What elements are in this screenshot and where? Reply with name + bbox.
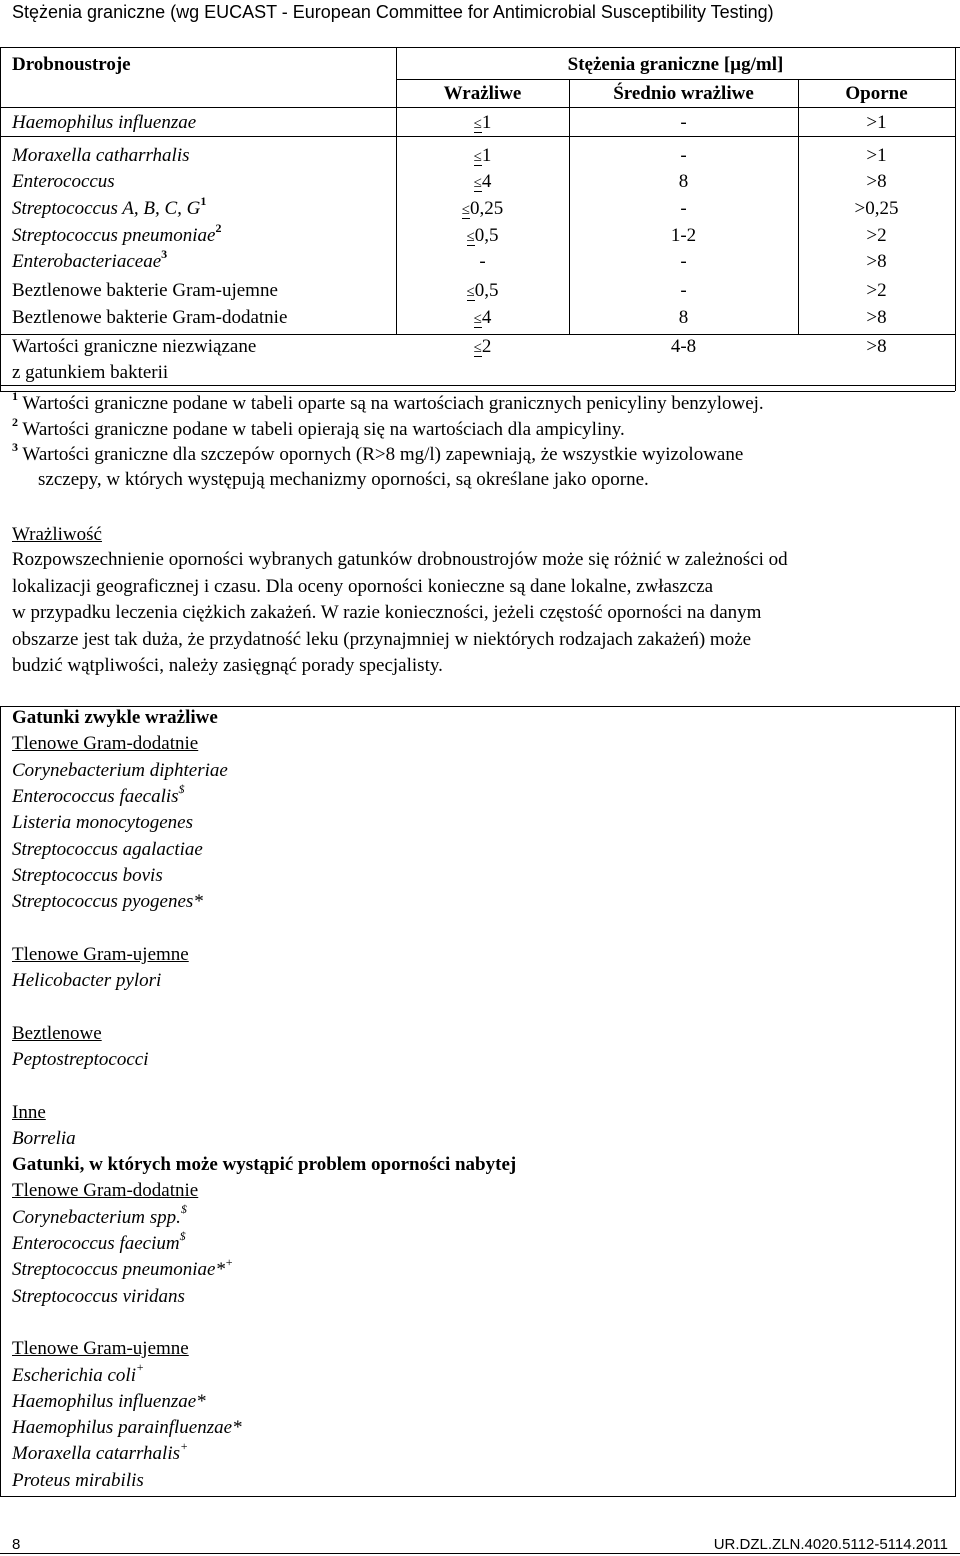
- page-title: Stężenia graniczne (wg EUCAST - European Committee for Antimicrobial Susceptibility Testing): [12, 2, 774, 22]
- paragraph-line: lokalizacji geograficznej i czasu. Dla oceny oporności konieczne są dane lokalne, zwłaszcza: [12, 575, 714, 597]
- cell-susceptible: ≤4: [473, 307, 492, 328]
- species-name: Streptococcus viridans: [12, 1285, 185, 1307]
- species-mark: +: [180, 1439, 189, 1454]
- cell-resistant: >1: [866, 145, 887, 166]
- species-name: Helicobacter pylori: [12, 970, 162, 991]
- cell-intermediate: -: [680, 145, 687, 166]
- footnote-ref: 2: [215, 220, 222, 235]
- le-symbol: ≤: [473, 149, 482, 165]
- species-name: Corynebacterium diphteriae: [12, 759, 228, 781]
- row-organism: Wartości graniczne niezwiązane: [12, 336, 257, 357]
- cell-resistant: >2: [866, 280, 887, 301]
- category-heading: Tlenowe Gram-ujemne: [12, 1338, 189, 1360]
- cell-intermediate: -: [680, 198, 687, 219]
- cell-susceptible: ≤0,25: [461, 198, 504, 219]
- footnote: $^3$ Wartości graniczne dla szczepów opornych (R>8 mg/l) zapewniają, że wszystkie wyizolowane: [12, 439, 744, 465]
- cell-resistant: >8: [866, 336, 887, 357]
- row-organism: Enterococcus: [12, 171, 115, 192]
- cell-susceptible: ≤1: [473, 145, 492, 166]
- footnote-continuation: szczepy, w których występują mechanizmy oporności, są określane jako oporne.: [38, 469, 649, 490]
- species-name: Streptococcus agalactiae: [12, 838, 203, 860]
- paragraph-line: obszarze jest tak duża, że przydatność leku (przynajmniej w niektórych rodzajach zakażeń) może: [12, 628, 752, 650]
- cell-susceptible: ≤0,5: [466, 280, 499, 301]
- col-header-organism: Drobnoustroje: [12, 54, 131, 75]
- cell-intermediate: 8: [678, 307, 689, 328]
- species-name: Streptococcus bovis: [12, 864, 163, 886]
- species-name: Streptococcus pneumoniae*+: [12, 1254, 234, 1281]
- cell-resistant: >0,25: [854, 198, 899, 219]
- category-heading: Inne: [12, 1101, 46, 1123]
- le-symbol: ≤: [473, 116, 482, 132]
- cell-susceptible: ≤4: [473, 171, 492, 192]
- cell-intermediate: 1-2: [670, 225, 697, 246]
- category-heading: Beztlenowe: [12, 1022, 102, 1044]
- footnote: $^2$ Wartości graniczne podane w tabeli opierają się na wartościach dla ampicyliny.: [12, 414, 625, 440]
- row-organism: Haemophilus influenzae: [12, 112, 197, 133]
- cell-susceptible: ≤1: [473, 112, 492, 133]
- row-organism: Streptococcus A, B, C, $G^1$: [12, 193, 207, 219]
- col-header-breakpoints: Stężenia graniczne [µg/ml]: [567, 54, 784, 75]
- footnote: $^1$ Wartości graniczne podane w tabeli oparte są na wartościach granicznych penicyliny benzylowej.: [12, 388, 764, 414]
- species-name: Haemophilus influenzae*: [12, 1390, 206, 1412]
- group-heading: Gatunki, w których może wystąpić problem oporności nabytej: [12, 1154, 517, 1176]
- cell-resistant: >8: [866, 307, 887, 328]
- cell-susceptible: ≤2: [473, 336, 492, 357]
- col-header-resistant: Oporne: [845, 83, 908, 104]
- paragraph-line: budzić wątpliwości, należy zasięgnąć porady specjalisty.: [12, 655, 443, 676]
- cell-intermediate: -: [680, 112, 687, 133]
- species-name: Listeria monocytogenes: [12, 812, 194, 834]
- cell-susceptible: ≤0,5: [466, 225, 499, 246]
- cell-resistant: >8: [866, 251, 887, 272]
- row-organism: Enterobacteriaceae$^3$: [12, 246, 168, 272]
- cell-intermediate: 8: [678, 171, 689, 192]
- cell-intermediate: -: [680, 280, 687, 301]
- footnote-ref: 3: [161, 246, 168, 261]
- cell-susceptible: -: [479, 251, 486, 272]
- species-name: Escherichia coli+: [12, 1360, 145, 1386]
- document-reference: UR.DZL.ZLN.4020.5112-5114.2011: [713, 1536, 948, 1553]
- cell-resistant: >2: [866, 225, 887, 246]
- row-organism: Beztlenowe bakterie Gram-ujemne: [12, 280, 278, 301]
- category-heading: Tlenowe Gram-ujemne: [12, 943, 189, 965]
- footnote-ref: 1: [200, 193, 207, 208]
- footnote-mark: 3: [12, 439, 18, 454]
- le-symbol: ≤: [466, 229, 475, 245]
- species-name: Enterococcus faecium$: [12, 1228, 186, 1254]
- page-number: 8: [12, 1536, 21, 1553]
- col-header-intermediate: Średnio wrażliwe: [613, 83, 754, 104]
- species-name: Corynebacterium spp.$: [12, 1202, 187, 1228]
- group-heading: Gatunki zwykle wrażliwe: [12, 707, 218, 728]
- species-mark: +: [136, 1360, 145, 1375]
- le-symbol: ≤: [473, 175, 482, 191]
- category-heading: Tlenowe Gram-dodatnie: [12, 733, 199, 755]
- footnote-mark: 1: [12, 388, 18, 403]
- category-heading: Tlenowe Gram-dodatnie: [12, 1180, 199, 1202]
- species-name: Streptococcus pyogenes*: [12, 891, 203, 913]
- le-symbol: ≤: [461, 202, 470, 218]
- species-name: Borrelia: [12, 1127, 76, 1149]
- cell-resistant: >1: [866, 112, 887, 133]
- species-mark: +: [225, 1254, 234, 1269]
- paragraph-line: w przypadku leczenia ciężkich zakażeń. W razie konieczności, jeżeli częstość oporności na danym: [12, 602, 762, 623]
- col-header-susceptible: Wrażliwe: [443, 83, 522, 104]
- species-name: Haemophilus parainfluenzae*: [12, 1417, 242, 1439]
- le-symbol: ≤: [473, 311, 482, 327]
- paragraph-line: Rozpowszechnienie oporności wybranych gatunków drobnoustrojów może się różnić w zależności od: [12, 549, 788, 570]
- le-symbol: ≤: [473, 340, 482, 356]
- species-name: Moraxella catarrhalis+: [12, 1439, 189, 1465]
- cell-intermediate: 4-8: [670, 336, 697, 357]
- species-name: Enterococcus faecalis$: [12, 781, 185, 807]
- last-row-continuation: z gatunkiem bakterii: [12, 362, 169, 383]
- row-organism: Beztlenowe bakterie Gram-dodatnie: [12, 307, 288, 328]
- cell-resistant: >8: [866, 171, 887, 192]
- cell-intermediate: -: [680, 251, 687, 272]
- footnote-mark: 2: [12, 414, 18, 429]
- species-name: Proteus mirabilis: [12, 1469, 144, 1491]
- species-mark: $: [178, 781, 185, 796]
- row-organism: Streptococcus pneumoniae$^2$: [12, 220, 222, 246]
- species-name: Peptostreptococci: [12, 1048, 149, 1070]
- species-mark: $: [179, 1228, 186, 1243]
- row-organism: Moraxella catharrhalis: [12, 145, 190, 166]
- le-symbol: ≤: [466, 284, 475, 300]
- susceptibility-heading: Wrażliwość: [12, 524, 102, 545]
- species-mark: $: [180, 1202, 187, 1217]
